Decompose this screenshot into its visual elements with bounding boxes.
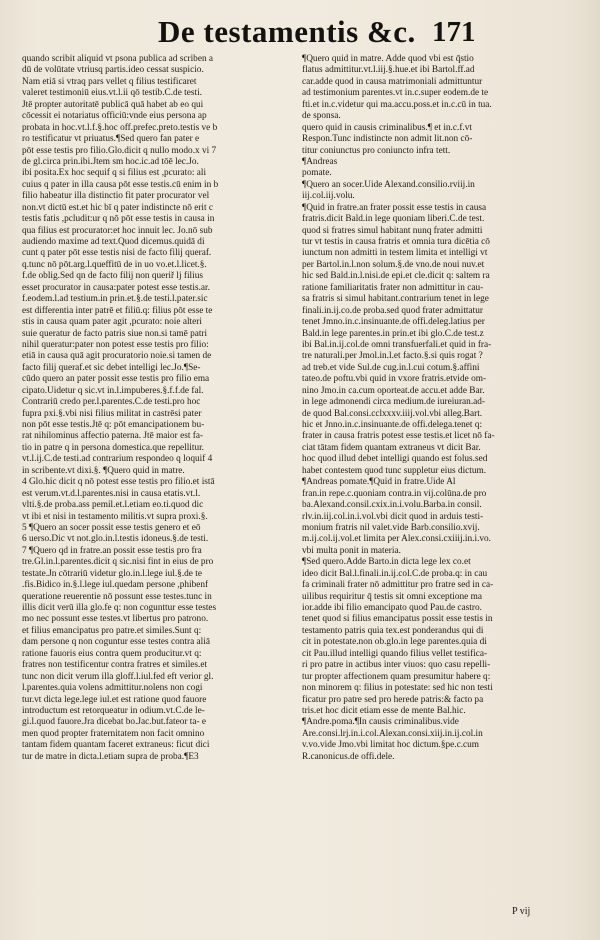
text-line: tenet Jmno.in.c.insinuante.de offi.deleg.latius per: [302, 317, 485, 328]
text-line: Contrariū credo per.l.parentes.C.de testi.pro hoc: [22, 397, 201, 408]
text-line: hic sed Bald.in.l.nisi.de epi.et cle.dicit q: saltem ra: [302, 271, 490, 282]
page-title: De testamentis &c.: [158, 14, 416, 49]
text-line: flatus admittitur.vt.l.iij.§.hue.et ibi Bartol.ff.ad: [302, 65, 475, 76]
text-line: et filius emancipatus pro patre.et similes.Sunt q:: [22, 625, 202, 636]
text-line: testamento patris quia tex.est ponderandus qui di: [302, 625, 484, 636]
text-line: Respon.Tunc indistincte non admit lit.non cō-: [302, 134, 473, 145]
text-line: quando scribit aliquid vt psona publica ad scriben a: [22, 54, 214, 64]
text-line: ibi Bal.in.ij.col.de omni transfuerfali.et quid in fra-: [302, 339, 492, 350]
text-line: uilibus requiritur q̄ testis sit omni exceptione ma: [302, 591, 482, 602]
text-line: ¶Quero quid in matre. Adde quod vbi est q̄stio: [302, 54, 474, 64]
text-line: ior.adde ibi filio emancipato quod Pau.de castro.: [302, 603, 482, 613]
text-line: rlv.in.iij.col.in.i.vol.vbi dicit quod in arduis testi-: [302, 511, 484, 522]
text-line: ibi posita.Ex hoc sequif q si filius est ,pcurato: ali: [22, 168, 207, 179]
text-line: ratione fauoris eius contra quem producitur.vt q:: [22, 648, 202, 659]
text-line: quero quid in causis criminalibus.¶ et in.c.f.vt: [302, 122, 472, 133]
text-line: iij.col.iij.volu.: [302, 191, 355, 202]
text-line: de gl.circa prin.ibi.Jtem sm hoc.ic.ad tōē lec.Jo.: [22, 156, 199, 167]
text-line: 4 Glo.hic dicit q nō potest esse testis pro filio.et istā: [22, 477, 215, 488]
text-line: etiā in causa quā agit procuratorio noie.si tamen de: [22, 351, 212, 362]
text-line: tantam fidem quantam faceret extraneus: ficut dici: [22, 740, 210, 751]
text-line: tur.vt dicta lege.lege iul.et est ratione quod fauore: [22, 694, 207, 705]
left-text-column: [22, 54, 294, 894]
text-line: pomate.: [302, 168, 332, 179]
text-line: est verum.vt.d.l.parentes.nisi in causa etatis.vt.l.: [22, 488, 201, 499]
text-line: suie queratur de facto patris siue non.si tamē patri: [22, 328, 208, 339]
text-line: tur vt testis in causa fratris et omnia tura dicētia cō: [302, 237, 490, 247]
text-line: vlti.§.de proba.ass pemil.et.l.etiam eo.ti.quod dic: [22, 500, 204, 511]
text-line: iunctum non admitti in testem limita et intelligi vt: [302, 248, 488, 259]
text-line: tur propter affectionem quam presumitur habere q:: [302, 671, 491, 682]
text-line: valeret testimoniū eius.vt.l.ii qō testib.C.de testi.: [22, 88, 202, 99]
text-line: ad treb.et vide Sul.de cug.in.l.cui cotum.§.affini: [302, 362, 480, 373]
text-line: v.vo.vide Jmo.vbi limitat hoc dictum.§pe.c.cum: [302, 740, 480, 751]
text-line: cūdo quero an pater possit esse testis pro filio ema: [22, 374, 210, 385]
text-line: stis in causa quam pater agit ,pcurato: noie alteri: [22, 317, 202, 328]
text-line: f.de oblig.Sed qn de facto filij non queriř lj filius: [22, 271, 203, 282]
text-line: rat nihilominus affectio paterna. Jtē maior est fa-: [22, 431, 204, 442]
text-line: ad testimonium parentes.vt in.c.super eodem.de te: [302, 88, 489, 99]
text-line: ri pro patre in actibus inter viuos: quo casu repelli-: [302, 660, 491, 671]
text-line: 7 ¶Quero qd in fratre.an possit esse testis pro fra: [22, 545, 202, 556]
text-line: ro testificatur vt priuatus.¶Sed quero fan pater e: [22, 134, 200, 145]
text-line: tre naturali.per Jmol.in.l.et facto.§.si quis rogat ?: [302, 351, 483, 362]
text-line: non minorem q: filius in potestate: sed hic non testi: [302, 683, 493, 694]
text-line: ¶Quero an socer.Uide Alexand.consilio.rviij.in: [302, 179, 475, 190]
text-line: monium fratris nil valet.vide Barb.consilio.xvij.: [302, 522, 480, 533]
text-line: in lege admonendi circa medium.de iureiuran.ad-: [302, 397, 486, 408]
text-line: cuius q pater in illa causa pōt esse testis.cū enim in b: [22, 179, 219, 190]
text-line: non.vt dictū est.et hic bī q pater indistincte nō erit c: [22, 202, 214, 213]
text-line: l.parentes.quia volens admittitur.nolens non cogi: [22, 683, 203, 694]
text-line: vt.l.ij.C.de testi.ad contrarium respondeo q loquif 4: [22, 454, 213, 465]
text-line: ¶Andreas pomate.¶Quid in fratre.Uide Al: [302, 477, 456, 488]
text-line: ficatur pro patre sed pro herede patris:& facto pa: [302, 694, 484, 705]
text-line: titur coniunctus pro coniuncto infra tett.: [302, 145, 451, 156]
text-line: audiendo maxime ad text.Quod dicemus.quidā di: [22, 237, 205, 247]
text-line: pōt esse testis pro filio.Glo.dicit q nullo modo.x vi 7: [22, 145, 217, 156]
text-line: illis dicit verū illa glo.fe q: non cogunttur esse testes: [22, 603, 217, 613]
text-line: fupra pxi.§.vbi nisi filius militat in castrēsi pater: [22, 408, 202, 419]
text-line: fratris.dicit Bald.in lege quoniam liberi.C.de test.: [302, 214, 485, 225]
text-line: cunt q pater pōt esse testis nisi de facto filij queraf.: [22, 248, 212, 259]
text-line: habet contestem quod tunc suppletur eius dictum.: [302, 465, 487, 476]
text-line: m.ij.col.ij.vol.et limita per Alex.consi.cxiiij.in.i.vo.: [302, 534, 492, 545]
text-line: tunc non dicit verum illa gloff.l.iul.fed eft verior gl.: [22, 671, 214, 682]
text-line: fratres non testificentur contra fratres et similes.et: [22, 660, 208, 671]
text-line: per Bartol.in.l.non solum.§.de vno.de noui nuv.et: [302, 259, 485, 270]
text-line: hic et Jnno.in.c.insinuante.de offi.delega.tenet q:: [302, 420, 483, 430]
text-line: Are.consi.lrj.in.i.col.Alexan.consi.xiij.in.ij.col.in: [302, 728, 483, 739]
text-line: nino Jmo.in ca.cum oporteat.de accu.et adde Bar.: [302, 385, 485, 396]
text-line: finali.in.ij.co.de proba.sed quod frater admittatur: [302, 305, 483, 316]
text-line: frater in causa fratris potest esse testis.et licet nō fa-: [302, 431, 495, 442]
text-line: qua filius est procurator:et hoc innuit lec. Jo.nō sub: [22, 225, 213, 236]
text-line: men quod propter fraternitatem non facit omnino: [22, 728, 205, 739]
text-line: tio in patre q in persona domestica.que repellitur.: [22, 442, 205, 453]
text-line: tris.et hoc dicit etiam esse de mente Bal.hic.: [302, 705, 466, 716]
text-line: sa fratris si simul habitant.contrarium tenet in lege: [302, 294, 489, 305]
text-line: ciat tātam fidem quantam extraneus vt dicit Bar.: [302, 442, 481, 453]
text-line: queratione reuerentie nō possunt esse testes.tunc in: [22, 591, 212, 602]
text-line: gi.l.quod fauore.Jra dicebat bo.Jac.but.fateor ta- e: [22, 717, 207, 728]
text-line: .fis.Bidico in.§.l.lege iul.quedam persone ,phibenf: [22, 580, 209, 591]
text-line: dam persone q non coguntur esse testes contra aliā: [22, 637, 210, 648]
signature-mark: P vij: [512, 906, 531, 917]
text-line: tenet quod si filius emancipatus possit esse testis in: [302, 614, 493, 625]
text-line: tateo.de poftu.vbi quid in vxore fratris.etvide om-: [302, 374, 487, 385]
text-line: q.tunc nō pōt.arg.l.queffitū de in uo vo.et.l.licet.§.: [22, 259, 207, 270]
text-line: ¶Andreas: [302, 156, 338, 167]
text-line: Nam etiā si vtraq pars vellet q filius testificaret: [22, 76, 197, 87]
text-line: 5 ¶Quero an socer possit esse testis genero et eō: [22, 522, 201, 533]
text-line: quod si fratres simul habitant nunq frater admitti: [302, 225, 483, 236]
text-line: Jtē propter autoritatē publicā quā habet ab eo qui: [22, 99, 204, 110]
text-line: esset procurator in causa:pater potest esse testis.ar.: [22, 282, 210, 293]
text-line: in scribente.vt dixi.§. ¶Quero quid in matre.: [22, 465, 185, 476]
text-line: ba.Alexand.consil.cxix.in.i.volu.Barba.in consil.: [302, 500, 482, 511]
running-header: [0, 12, 600, 52]
right-text-column: [302, 54, 580, 894]
text-line: testis fatis ,pcludit:ur q nō pōt esse testis in causa in: [22, 214, 215, 225]
text-line: fran.in repe.c.quoniam contra.in vij.colūna.de pro: [302, 488, 487, 499]
text-line: de quod Bal.consi.cclxxxv.iiij.vol.vbi alleg.Bart.: [302, 408, 483, 419]
text-line: non pōt esse testis.Jtē q: pōt emancipationem bu-: [22, 420, 205, 430]
text-line: filio habeatur illa distinctio fit pater procurator vel: [22, 191, 210, 202]
text-line: cit in potestate.non ob.glo.in lege parentes.quia di: [302, 637, 487, 648]
text-line: fti.et in.c.videtur qui ma.accu.poss.et in.c.cū in tua.: [302, 99, 492, 110]
text-line: tre.Gl.in.l.parentes.dicit q sic.nisi fint in eius de pro: [22, 557, 214, 568]
text-line: vbi multa ponit in materia.: [302, 545, 401, 556]
text-line: ¶Andre.poma.¶In causis criminalibus.vide: [302, 717, 459, 728]
text-line: nihil queratur:pater non potest esse testis pro filio:: [22, 339, 209, 350]
text-line: facto filij queraf.et sic debet intelligi lec.Jo.¶Se-: [22, 362, 201, 373]
text-line: cōcessit ei notariatus officiū:vnde eius persona ap: [22, 111, 207, 122]
text-line: ¶Sed quero.Adde Barto.in dicta lege lex co.et: [302, 557, 471, 568]
text-line: testate.Jn cōtrariū videtur glo.in.l.lege iul.§.de te: [22, 568, 202, 579]
text-line: ideo dicit Bal.l.finali.in.ij.col.C.de proba.q: in cau: [302, 568, 488, 579]
text-line: cipato.Uidetur q sic.vt in.l.impuberes.§.f.f.de fal.: [22, 385, 204, 396]
text-line: de sponsa.: [302, 111, 341, 122]
text-line: est differentia inter patrē et filiū.q: filius pōt esse te: [22, 305, 213, 316]
page-number: 171: [432, 16, 476, 48]
text-line: R.canonicus.de offi.dele.: [302, 751, 395, 762]
text-line: ratione familiaritatis frater non admittitur in cau-: [302, 282, 484, 293]
text-line: 6 uerso.Dic vt not.glo.in.l.testis idoneus.§.de testi.: [22, 534, 209, 545]
text-line: fa criminali frater nō admittitur pro fratre sed in ca-: [302, 580, 494, 591]
text-line: tur de matre in dicta.l.etiam supra de proba.¶E3: [22, 751, 199, 762]
text-line: cit Pau.illud intelligi quando filius vellet testifica-: [302, 648, 488, 659]
text-line: car.adde quod in causa matrimoniali admittuntur: [302, 76, 483, 87]
text-line: Bald.in lege parentes.in prin.et ibi glo.C.de test.z: [302, 328, 484, 339]
text-line: mo nec possunt esse testes.vt libertus pro patrono.: [22, 614, 209, 625]
text-line: ¶Quid in fratre.an frater possit esse testis in causa: [302, 202, 487, 213]
text-line: probata in hoc.vt.l.f.§.hoc off.prefec.preto.testis ve b: [22, 122, 218, 133]
text-line: f.eodem.l.ad testium.in prin.et.§.de testi.l.pater.sic: [22, 294, 208, 305]
text-line: introductum est retorqueatur in odium.vt.C.de le-: [22, 705, 205, 716]
text-line: hoc quod illud debet intelligi quando est folus.sed: [302, 454, 488, 465]
text-line: vt ibi et nisi in testamento militis.vt supra proxi.§.: [22, 511, 208, 522]
text-line: dū de volūtate vtriusq partis.ideo cessat suspicio.: [22, 65, 204, 76]
